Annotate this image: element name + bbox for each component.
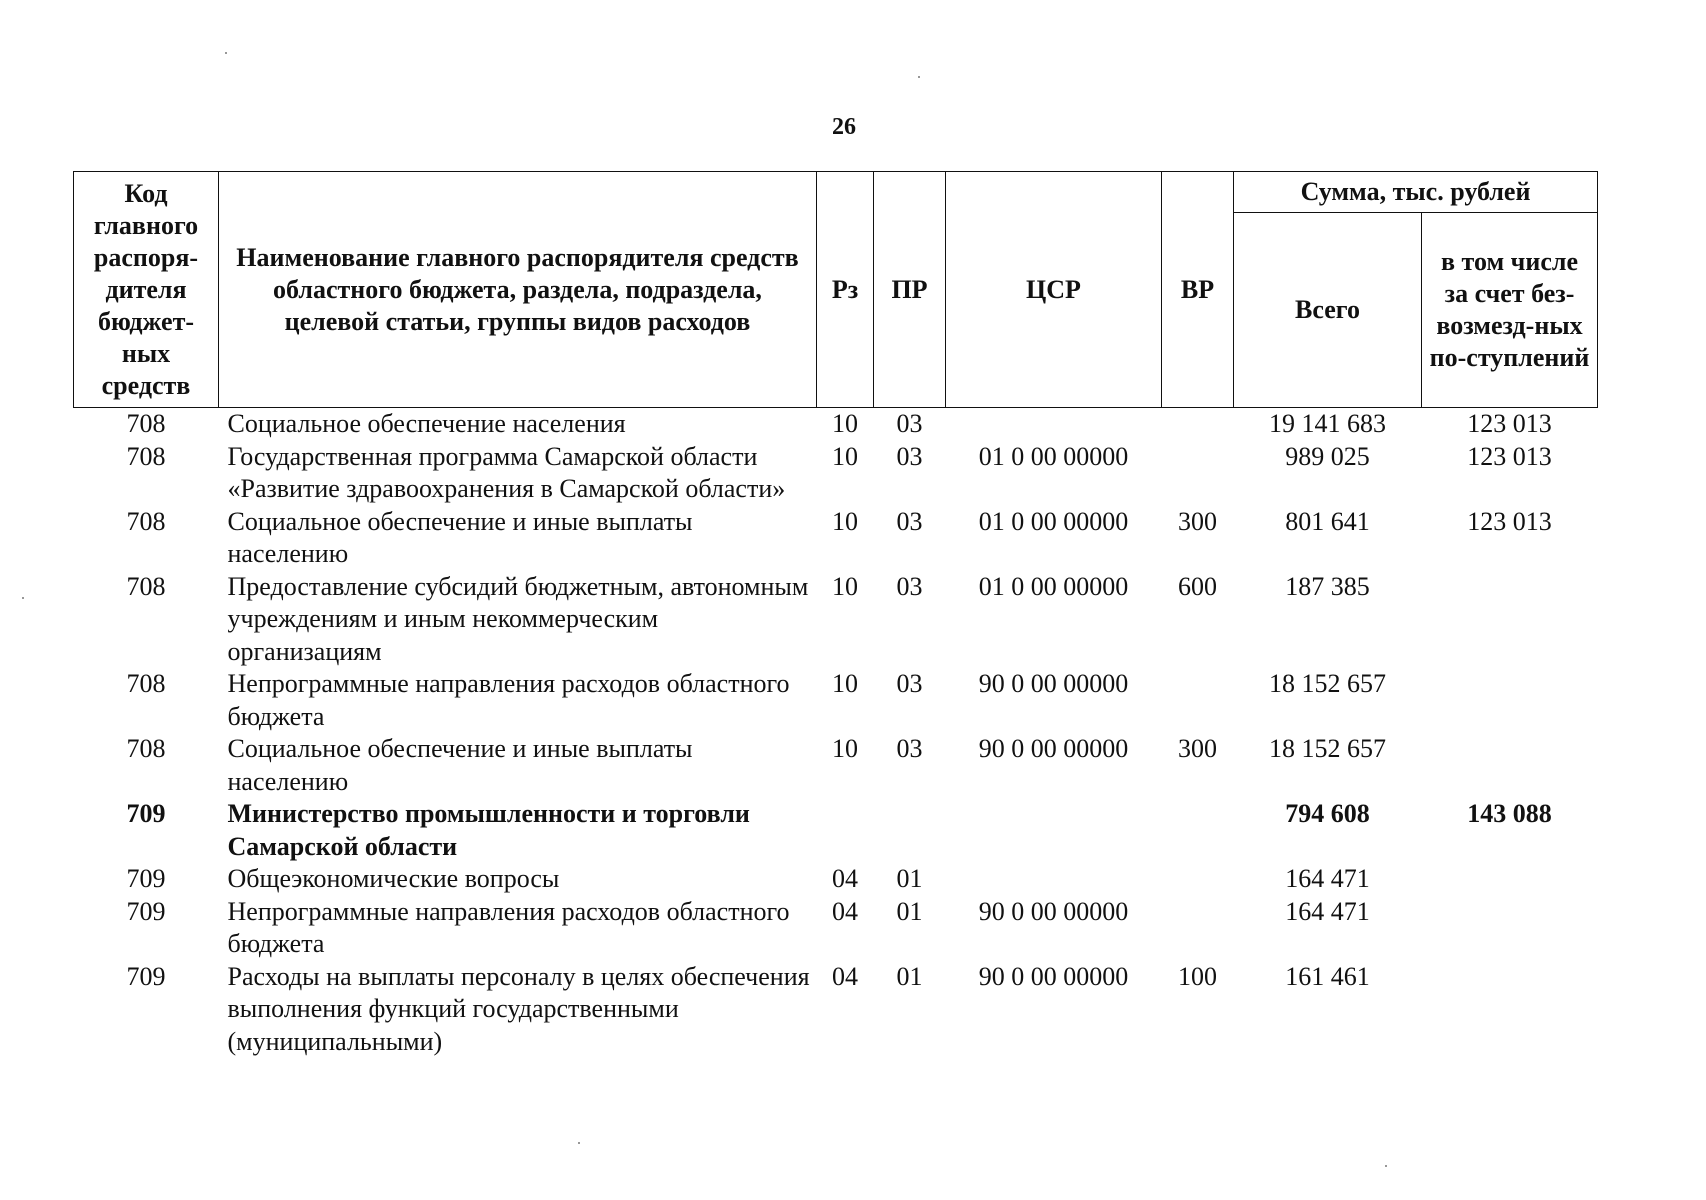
header-name: Наименование главного распорядителя средств областного бюджета, раздела, подраздела, целевой статьи, группы видов расходов xyxy=(219,172,817,408)
cell-free: 123 013 xyxy=(1467,441,1552,471)
cell-name: Непрограммные направления расходов областного бюджета xyxy=(227,896,790,958)
scan-speck xyxy=(918,76,920,78)
table-body xyxy=(74,408,1598,1059)
cell-total: 801 641 xyxy=(1285,506,1370,536)
table-row xyxy=(74,408,1598,441)
cell-rz: 04 xyxy=(832,961,858,991)
cell-code: 708 xyxy=(126,734,166,763)
cell-free xyxy=(1422,896,1598,961)
cell-vr xyxy=(1162,408,1234,441)
cell-csr: 01 0 00 00000 xyxy=(978,506,1129,536)
cell-code: 708 xyxy=(126,409,166,438)
header-code: Код главного распоря-дителя бюджет-ных средств xyxy=(74,172,219,408)
header-vr: ВР xyxy=(1162,172,1234,408)
cell-csr xyxy=(946,408,1162,441)
cell-free: 123 013 xyxy=(1467,409,1552,438)
header-rz: Рз xyxy=(817,172,874,408)
cell-rz: 10 xyxy=(832,441,858,471)
table-row xyxy=(74,896,1598,961)
page-number: 26 xyxy=(832,114,856,140)
table-header xyxy=(74,172,1598,408)
cell-total: 164 471 xyxy=(1285,864,1370,893)
cell-csr: 90 0 00 00000 xyxy=(978,734,1129,763)
cell-free xyxy=(1422,668,1598,733)
header-csr: ЦСР xyxy=(946,172,1162,408)
cell-vr: 300 xyxy=(1178,506,1217,536)
cell-pr: 03 xyxy=(896,506,923,536)
cell-vr xyxy=(1162,668,1234,733)
cell-name: Социальное обеспечение и иные выплаты населению xyxy=(227,506,693,568)
cell-total: 18 152 657 xyxy=(1269,669,1386,698)
cell-vr xyxy=(1162,798,1234,863)
cell-vr xyxy=(1162,441,1234,506)
cell-pr: 03 xyxy=(896,734,923,763)
cell-rz: 10 xyxy=(832,734,858,763)
cell-name: Социальное обеспечение и иные выплаты населению xyxy=(227,734,693,796)
cell-free: 143 088 xyxy=(1467,799,1552,828)
cell-name: Социальное обеспечение населения xyxy=(227,409,626,438)
cell-code: 709 xyxy=(126,864,166,893)
cell-csr: 90 0 00 00000 xyxy=(978,669,1129,698)
table-row xyxy=(74,863,1598,896)
cell-vr: 300 xyxy=(1178,734,1217,763)
cell-free xyxy=(1422,733,1598,798)
cell-name: Расходы на выплаты персоналу в целях обеспечения выполнения функций государственными (муниципальными) xyxy=(227,961,810,1056)
cell-rz: 04 xyxy=(832,896,858,926)
cell-vr: 100 xyxy=(1178,961,1217,991)
cell-rz xyxy=(817,798,874,863)
cell-name: Предоставление субсидий бюджетным, автономным учреждениям и иным некоммерческим организациям xyxy=(227,571,809,666)
cell-pr: 01 xyxy=(896,896,923,926)
cell-csr xyxy=(946,863,1162,896)
cell-total: 161 461 xyxy=(1285,961,1370,991)
table-row xyxy=(74,798,1598,863)
scan-speck xyxy=(1385,1165,1387,1167)
cell-rz: 10 xyxy=(832,506,858,536)
cell-pr: 01 xyxy=(896,961,923,991)
header-free: в том числе за счет без-возмезд-ных по-ступлений xyxy=(1422,213,1598,408)
cell-csr xyxy=(946,798,1162,863)
table-row xyxy=(74,668,1598,733)
table-row xyxy=(74,733,1598,798)
cell-name: Общеэкономические вопросы xyxy=(227,864,560,893)
cell-total: 18 152 657 xyxy=(1269,734,1386,763)
cell-free xyxy=(1422,961,1598,1059)
cell-name: Непрограммные направления расходов областного бюджета xyxy=(227,669,790,731)
cell-code: 708 xyxy=(126,506,166,536)
cell-rz: 10 xyxy=(832,571,858,601)
scan-speck xyxy=(22,597,24,599)
header-sum-group: Сумма, тыс. рублей xyxy=(1234,172,1598,213)
cell-pr: 03 xyxy=(896,571,923,601)
cell-code: 708 xyxy=(126,571,166,601)
cell-name: Государственная программа Самарской области «Развитие здравоохранения в Самарской области» xyxy=(227,441,786,503)
budget-table xyxy=(73,171,1598,1058)
cell-vr xyxy=(1162,863,1234,896)
cell-name: Министерство промышленности и торговли Самарской области xyxy=(227,799,750,861)
cell-csr: 01 0 00 00000 xyxy=(978,571,1129,601)
cell-pr: 01 xyxy=(896,864,923,893)
cell-csr: 90 0 00 00000 xyxy=(978,896,1129,926)
cell-rz: 10 xyxy=(832,669,858,698)
cell-vr: 600 xyxy=(1178,571,1217,601)
table-row xyxy=(74,441,1598,506)
header-total: Всего xyxy=(1234,213,1422,408)
cell-pr xyxy=(874,798,946,863)
cell-csr: 90 0 00 00000 xyxy=(978,961,1129,991)
cell-free: 123 013 xyxy=(1467,506,1552,536)
cell-csr: 01 0 00 00000 xyxy=(978,441,1129,471)
cell-pr: 03 xyxy=(896,441,923,471)
header-pr: ПР xyxy=(874,172,946,408)
scan-speck xyxy=(225,52,227,54)
cell-free xyxy=(1422,863,1598,896)
cell-code: 708 xyxy=(126,441,166,471)
table-row xyxy=(74,571,1598,669)
cell-pr: 03 xyxy=(896,409,923,438)
cell-code: 709 xyxy=(126,961,166,991)
cell-total: 794 608 xyxy=(1285,799,1370,828)
cell-total: 989 025 xyxy=(1285,441,1370,471)
cell-total: 164 471 xyxy=(1285,896,1370,926)
cell-code: 708 xyxy=(126,669,166,698)
cell-rz: 10 xyxy=(832,409,858,438)
cell-code: 709 xyxy=(126,896,166,926)
cell-vr xyxy=(1162,896,1234,961)
cell-total: 187 385 xyxy=(1285,571,1370,601)
table-row xyxy=(74,961,1598,1059)
cell-code: 709 xyxy=(126,799,166,828)
cell-free xyxy=(1422,571,1598,669)
scan-speck xyxy=(578,1142,580,1144)
cell-total: 19 141 683 xyxy=(1269,409,1386,438)
cell-pr: 03 xyxy=(896,669,923,698)
cell-rz: 04 xyxy=(832,864,858,893)
table-row xyxy=(74,506,1598,571)
